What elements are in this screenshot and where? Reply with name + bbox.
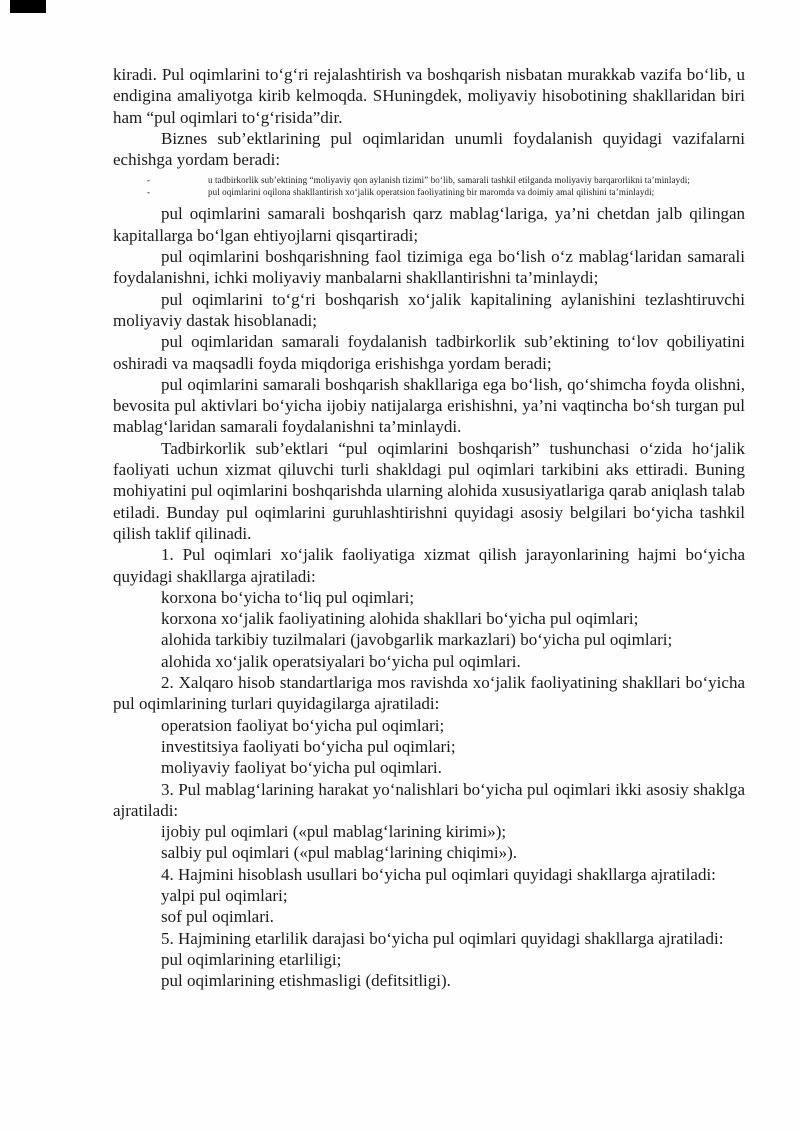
small-list-item-text: u tadbirkorlik sub’ektining “moliyaviy qon aylanish tizimi” bo‘lib, samarali tashkil etilganda moliyaviy barqarorlikni ta’minlaydi; <box>208 175 690 186</box>
list-item: moliyaviy faoliyat bo‘yicha pul oqimlari. <box>161 758 442 778</box>
list-item: yalpi pul oqimlari; <box>161 885 288 905</box>
list-item: korxona xo‘jalik faoliyatining alohida shakllari bo‘yicha pul oqimlari; <box>161 609 639 629</box>
list-item: operatsion faoliyat bo‘yicha pul oqimlari; <box>161 715 445 735</box>
scan-artifact-mark <box>10 0 46 13</box>
small-list-item <box>113 186 745 198</box>
paragraph: pul oqimlarini samarali boshqarish shakllariga ega bo‘lish, qo‘shimcha foyda olishni, bevosita pul aktivlari bo‘yicha ijobiy natijalarga erishishni, ya’ni vaqtincha bo‘sh turgan pul mablag‘laridan samarali foydalanishni ta’minlaydi. <box>113 374 745 437</box>
list-item: alohida xo‘jalik operatsiyalari bo‘yicha pul oqimlari. <box>161 651 521 671</box>
dash-bullet: - <box>147 175 151 186</box>
list-item: sof pul oqimlari. <box>161 907 274 927</box>
paragraph: Biznes sub’ektlarining pul oqimlaridan unumli foydalanish quyidagi vazifalarni echishga yordam beradi: <box>113 128 745 170</box>
paragraph: pul oqimlarini samarali boshqarish qarz mablag‘lariga, ya’ni chetdan jalb qilingan kapitallarga bo‘lgan ehtiyojlarni qisqartiradi; <box>113 204 745 245</box>
page-content <box>113 64 745 991</box>
paragraph: kiradi. Pul oqimlarini to‘g‘ri rejalashtirish va boshqarish nisbatan murakkab vazifa bo‘lib, u endigina amaliyotga kirib kelmoqda. SHuningdek, moliyaviy hisobotining shakllaridan biri ham “pul oqimlari to‘g‘risida”dir. <box>113 65 745 127</box>
small-list-item <box>113 174 745 186</box>
dash-bullet: - <box>147 187 151 198</box>
paragraph: 2. Xalqaro hisob standartlariga mos ravishda xo‘jalik faoliyatining shakllari bo‘yicha pul oqimlarining turlari quyidagilarga ajratiladi: <box>113 673 745 714</box>
list-item: pul oqimlarining etishmasligi (defitsitligi). <box>161 971 451 991</box>
paragraph: 1. Pul oqimlari xo‘jalik faoliyatiga xizmat qilish jarayonlarining hajmi bo‘yicha quyidagi shakllarga ajratiladi: <box>113 545 745 586</box>
list-item: korxona bo‘yicha to‘liq pul oqimlari; <box>161 587 415 607</box>
paragraph: pul oqimlaridan samarali foydalanish tadbirkorlik sub’ektining to‘lov qobiliyatini oshiradi va maqsadli foyda miqdoriga erishishga yordam beradi; <box>113 332 745 373</box>
list-item: salbiy pul oqimlari («pul mablag‘larining chiqimi»). <box>161 843 517 863</box>
paragraph: pul oqimlarini boshqarishning faol tizimiga ega bo‘lish o‘z mablag‘laridan samarali foydalanishni, ichki moliyaviy manbalarni shakllantirishni ta’minlaydi; <box>113 247 745 288</box>
list-item: alohida tarkibiy tuzilmalari (javobgarlik markazlari) bo‘yicha pul oqimlari; <box>161 630 673 650</box>
small-list-item-text: pul oqimlarini oqilona shakllantirish xo‘jalik operatsion faoliyatining bir maromda va doimiy amal qilishini ta’minlaydi; <box>208 187 655 198</box>
paragraph: 5. Hajmining etarlilik darajasi bo‘yicha pul oqimlari quyidagi shakllarga ajratiladi: <box>161 928 724 948</box>
paragraph: pul oqimlarini to‘g‘ri boshqarish xo‘jalik kapitalining aylanishini tezlashtiruvchi moliyaviy dastak hisoblanadi; <box>113 289 745 330</box>
paragraph: 3. Pul mablag‘larining harakat yo‘nalishlari bo‘yicha pul oqimlari ikki asosiy shaklga ajratiladi: <box>113 779 745 820</box>
paragraph: Tadbirkorlik sub’ektlari “pul oqimlarini boshqarish” tushunchasi o‘zida ho‘jalik faoliyati uchun xizmat qiluvchi turli shakldagi pul oqimlari tarkibini aks ettiradi. Buning mohiyatini pul oqimlarini boshqarishda ularning alohida xususiyatlariga qarab aniqlash talab etiladi. Bunday pul oqimlarini guruhlashtirishni quyidagi asosiy belgilari bo‘yicha tashkil qilish taklif qilinadi. <box>113 438 745 543</box>
list-item: investitsiya faoliyati bo‘yicha pul oqimlari; <box>161 736 456 756</box>
list-item: ijobiy pul oqimlari («pul mablag‘larining kirimi»); <box>161 822 507 842</box>
paragraph: 4. Hajmini hisoblash usullari bo‘yicha pul oqimlari quyidagi shakllarga ajratiladi: <box>161 864 716 884</box>
list-item: pul oqimlarining etarliligi; <box>161 949 342 969</box>
